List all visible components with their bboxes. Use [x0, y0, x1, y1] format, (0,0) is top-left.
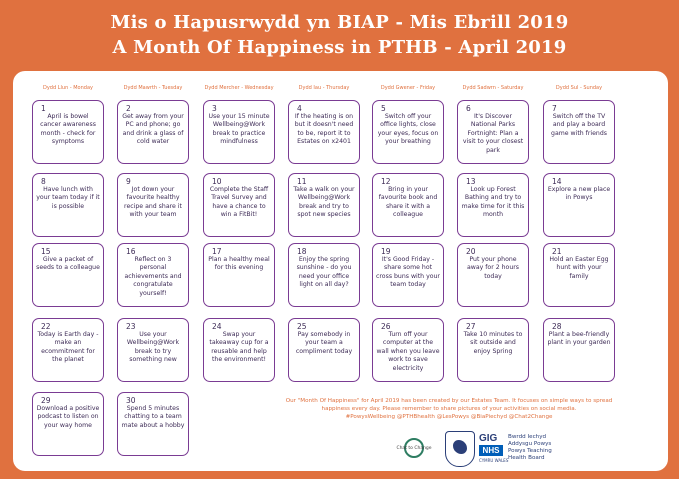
footnote-hashtags: #PowysWellbeing @PTHBhealth @LesPowys @BiaPiechyd @Chat2Change — [345, 414, 553, 420]
day-number: 20 — [466, 247, 476, 256]
calendar-day-cell — [457, 100, 529, 164]
title-welsh: Mis o Hapusrwydd yn BIAP - Mis Ebrill 2019 — [110, 12, 569, 33]
calendar-day-cell — [32, 392, 104, 456]
day-number: 2 — [126, 104, 131, 113]
day-activity-text: Take 10 minutes to sit outside and enjoy Spring — [463, 331, 523, 355]
calendar-day-cell — [32, 173, 104, 237]
day-activity-text: Give a packet of seeds to a colleague — [36, 256, 100, 272]
day-number: 7 — [552, 104, 557, 113]
calendar-day-cell — [372, 243, 444, 307]
calendar-day-cell — [203, 173, 275, 237]
calendar-day-cell — [117, 100, 189, 164]
nhs-label: NHS — [479, 445, 503, 456]
day-activity-text: Hold an Easter Egg hunt with your family — [549, 256, 609, 280]
calendar-day-cell — [117, 318, 189, 382]
day-number: 29 — [41, 396, 51, 405]
day-activity-text: It's Discover National Parks Fortnight: Plan a visit to your closest park — [462, 113, 524, 154]
calendar-day-cell — [543, 173, 615, 237]
day-name-header: Dydd Sadwrn - Saturday — [462, 85, 524, 91]
day-number: 10 — [212, 177, 222, 186]
calendar-day-cell — [203, 318, 275, 382]
day-activity-text: Turn off your computer at the wall when you leave work to save electricity — [376, 331, 440, 372]
day-activity-text: Switch off your office lights, close your eyes, focus on your breathing — [377, 113, 439, 146]
calendar-day-cell — [288, 173, 360, 237]
day-name-header: Dydd Llun - Monday — [43, 85, 93, 91]
day-activity-text: Use your 15 minute Wellbeing@Work break to practice mindfulness — [208, 113, 270, 146]
day-activity-text: April is bowel cancer awareness month - check for symptoms — [40, 113, 96, 146]
calendar-day-cell — [457, 318, 529, 382]
day-activity-text: Bring in your favourite book and share it with a colleague — [378, 186, 438, 219]
day-activity-text: Take a walk on your Wellbeing@Work break and try to spot new species — [293, 186, 355, 219]
day-activity-text: Swap your takeaway cup for a reusable and help the environment! — [209, 331, 269, 364]
day-activity-text: It's Good Friday - share some hot cross buns with your team today — [376, 256, 440, 289]
calendar-day-cell — [372, 173, 444, 237]
cymru-wales-label: CYMRU WALES — [479, 458, 509, 463]
chat-to-change-logo — [390, 438, 438, 466]
gig-label: GIG — [479, 433, 498, 444]
day-number: 9 — [126, 177, 131, 186]
day-activity-text: Enjoy the spring sunshine - do you need your office light on all day? — [296, 256, 352, 289]
day-number: 8 — [41, 177, 46, 186]
day-name-header: Dydd Gwener - Friday — [380, 85, 436, 91]
day-name-header: Dydd Mawrth - Tuesday — [123, 85, 183, 91]
health-board-line: Powys Teaching — [508, 448, 552, 454]
footnote-line-2: happiness every day. Please remember to share pictures of your activities on social media. — [321, 406, 577, 412]
calendar-day-cell — [32, 318, 104, 382]
day-activity-text: Today is Earth day - make an ecommitment for the planet — [37, 331, 99, 364]
day-activity-text: Switch off the TV and play a board game with friends — [551, 113, 607, 137]
health-board-line: Bwrdd Iechyd — [508, 434, 547, 440]
calendar-day-cell — [32, 100, 104, 164]
calendar-day-cell — [288, 243, 360, 307]
day-activity-text: Look up Forest Bathing and try to make time for it this month — [461, 186, 525, 219]
day-activity-text: Put your phone away for 2 hours today — [466, 256, 520, 280]
day-activity-text: Pay somebody in your team a compliment today — [295, 331, 353, 355]
calendar-day-cell — [543, 318, 615, 382]
calendar-day-cell — [288, 100, 360, 164]
day-activity-text: Get away from your PC and phone; go and drink a glass of cold water — [122, 113, 184, 146]
calendar-day-cell — [288, 318, 360, 382]
health-board-line: Health Board — [508, 455, 545, 461]
nhs-wales-logo — [445, 431, 605, 471]
day-number: 28 — [552, 322, 562, 331]
calendar-day-cell — [372, 318, 444, 382]
day-activity-text: Have lunch with your team today if it is possible — [36, 186, 100, 210]
day-number: 25 — [297, 322, 307, 331]
day-activity-text: Download a positive podcast to listen on your way home — [36, 405, 100, 429]
day-activity-text: If the heating is on but it doesn't need to be, report it to Estates on x2401 — [294, 113, 354, 146]
day-number: 23 — [126, 322, 136, 331]
day-number: 1 — [41, 104, 46, 113]
calendar-day-cell — [117, 392, 189, 456]
day-activity-text: Reflect on 3 personal achievements and congratulate yourself! — [124, 256, 182, 297]
calendar-day-cell — [372, 100, 444, 164]
day-number: 27 — [466, 322, 476, 331]
day-activity-text: Plant a bee-friendly plant in your garden — [547, 331, 611, 347]
day-number: 12 — [381, 177, 391, 186]
title-english: A Month Of Happiness in PTHB - April 2019 — [112, 37, 567, 58]
day-number: 11 — [297, 177, 307, 186]
day-name-header: Dydd Sul - Sunday — [555, 85, 603, 91]
footnote — [232, 397, 666, 421]
day-name-header: Dydd Mercher - Wednesday — [204, 85, 274, 91]
day-number: 21 — [552, 247, 562, 256]
health-board-name — [508, 434, 588, 462]
calendar-day-cell — [457, 243, 529, 307]
day-activity-text: Plan a healthy meal for this evening — [208, 256, 270, 272]
day-number: 5 — [381, 104, 386, 113]
footnote-line-1: Our "Month Of Happiness" for April 2019 has been created by our Estates Team. It focuses on simple ways to spread — [285, 398, 613, 404]
day-number: 4 — [297, 104, 302, 113]
day-number: 22 — [41, 322, 51, 331]
calendar-day-cell — [117, 243, 189, 307]
chat-to-change-label: Chat to Change — [396, 446, 432, 451]
day-number: 15 — [41, 247, 51, 256]
day-number: 30 — [126, 396, 136, 405]
dragon-icon — [453, 440, 467, 454]
day-number: 14 — [552, 177, 562, 186]
calendar-day-cell — [203, 243, 275, 307]
day-activity-text: Jot down your favourite healthy recipe and share it with your team — [124, 186, 182, 219]
day-number: 24 — [212, 322, 222, 331]
day-number: 26 — [381, 322, 391, 331]
day-number: 13 — [466, 177, 476, 186]
day-number: 16 — [126, 247, 136, 256]
calendar-day-cell — [117, 173, 189, 237]
calendar-day-cell — [32, 243, 104, 307]
welsh-crest-icon — [445, 431, 475, 467]
day-number: 19 — [381, 247, 391, 256]
day-activity-text: Complete the Staff Travel Survey and have a chance to win a FitBit! — [209, 186, 269, 219]
day-number: 17 — [212, 247, 222, 256]
day-number: 18 — [297, 247, 307, 256]
calendar-day-cell — [203, 100, 275, 164]
health-board-line: Addysgu Powys — [508, 441, 552, 447]
day-number: 3 — [212, 104, 217, 113]
day-activity-text: Explore a new place in Powys — [547, 186, 611, 202]
calendar-day-cell — [543, 243, 615, 307]
calendar-day-cell — [457, 173, 529, 237]
day-name-header: Dydd Iau - Thursday — [298, 85, 350, 91]
calendar-day-cell — [543, 100, 615, 164]
day-activity-text: Spend 5 minutes chatting to a team mate about a hobby — [121, 405, 185, 429]
day-activity-text: Use your Wellbeing@Work break to try something new — [126, 331, 180, 364]
day-number: 6 — [466, 104, 471, 113]
